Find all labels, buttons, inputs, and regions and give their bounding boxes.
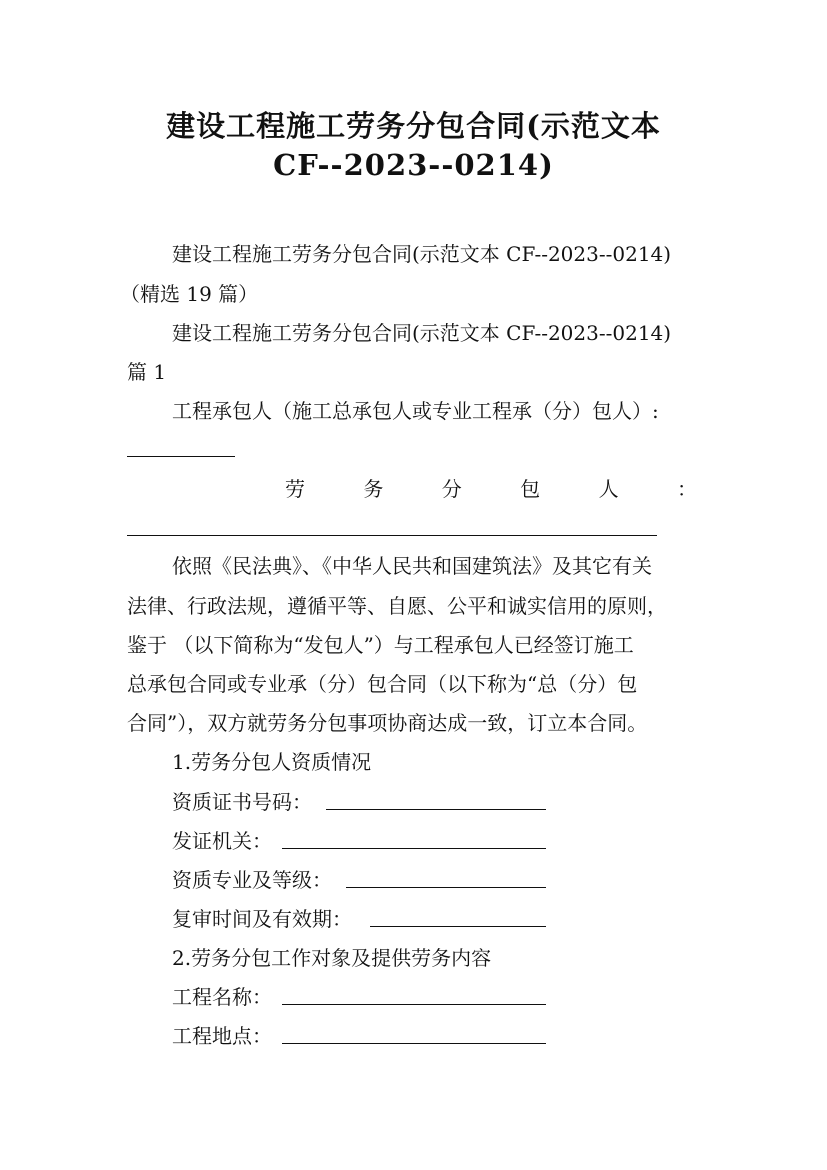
project-site-blank <box>282 1043 546 1044</box>
section-heading-line-1: 建设工程施工劳务分包合同(示范文本 CF--2023--0214) <box>172 321 672 345</box>
project-site-label: 工程地点： <box>172 1024 272 1048</box>
subcontractor-blank <box>127 535 657 536</box>
intro-line-2: （精选 19 篇） <box>120 282 259 306</box>
cert-no-blank <box>326 809 546 810</box>
paragraph-line-2: 法律、行政法规，遵循平等、自愿、公平和诚实信用的原则， <box>127 594 667 618</box>
doc-title-line-1: 建设工程施工劳务分包合同(示范文本 <box>166 109 661 143</box>
grade-blank <box>346 887 546 888</box>
sec1-heading: 1.劳务分包人资质情况 <box>172 750 372 774</box>
subcontractor-label <box>285 476 697 502</box>
sec2-heading: 2.劳务分包工作对象及提供劳务内容 <box>172 946 492 970</box>
paragraph-line-1: 依照《民法典》、《中华人民共和国建筑法》及其它有关 <box>172 554 652 578</box>
issuer-blank <box>282 848 546 849</box>
project-name-blank <box>282 1004 546 1005</box>
contractor-blank <box>127 456 235 457</box>
subcontractor-label-char: ： <box>676 477 697 501</box>
paragraph-line-5: 合同”），双方就劳务分包事项协商达成一致，订立本合同。 <box>127 711 648 735</box>
paragraph-line-3: 鉴于 （以下简称为“发包人”）与工程承包人已经签订施工 <box>127 633 634 657</box>
doc-title-line-2: CF--2023--0214) <box>273 148 554 182</box>
intro-line-1: 建设工程施工劳务分包合同(示范文本 CF--2023--0214) <box>172 242 672 266</box>
contractor-label: 工程承包人（施工总承包人或专业工程承（分）包人）: <box>172 399 659 423</box>
grade-label: 资质专业及等级： <box>172 868 332 892</box>
subcontractor-label-char: 人 <box>598 477 619 501</box>
review-label: 复审时间及有效期： <box>172 907 352 931</box>
issuer-label: 发证机关： <box>172 829 272 853</box>
project-name-label: 工程名称： <box>172 985 272 1009</box>
review-blank <box>370 926 546 927</box>
section-heading-line-2: 篇 1 <box>127 360 167 384</box>
subcontractor-label-char: 务 <box>363 477 384 501</box>
paragraph-line-4: 总承包合同或专业承（分）包合同（以下称为“总（分）包 <box>127 672 638 696</box>
subcontractor-label-char: 包 <box>520 477 541 501</box>
subcontractor-label-char: 分 <box>441 477 462 501</box>
cert-no-label: 资质证书号码： <box>172 790 312 814</box>
subcontractor-label-char: 劳 <box>285 477 305 501</box>
